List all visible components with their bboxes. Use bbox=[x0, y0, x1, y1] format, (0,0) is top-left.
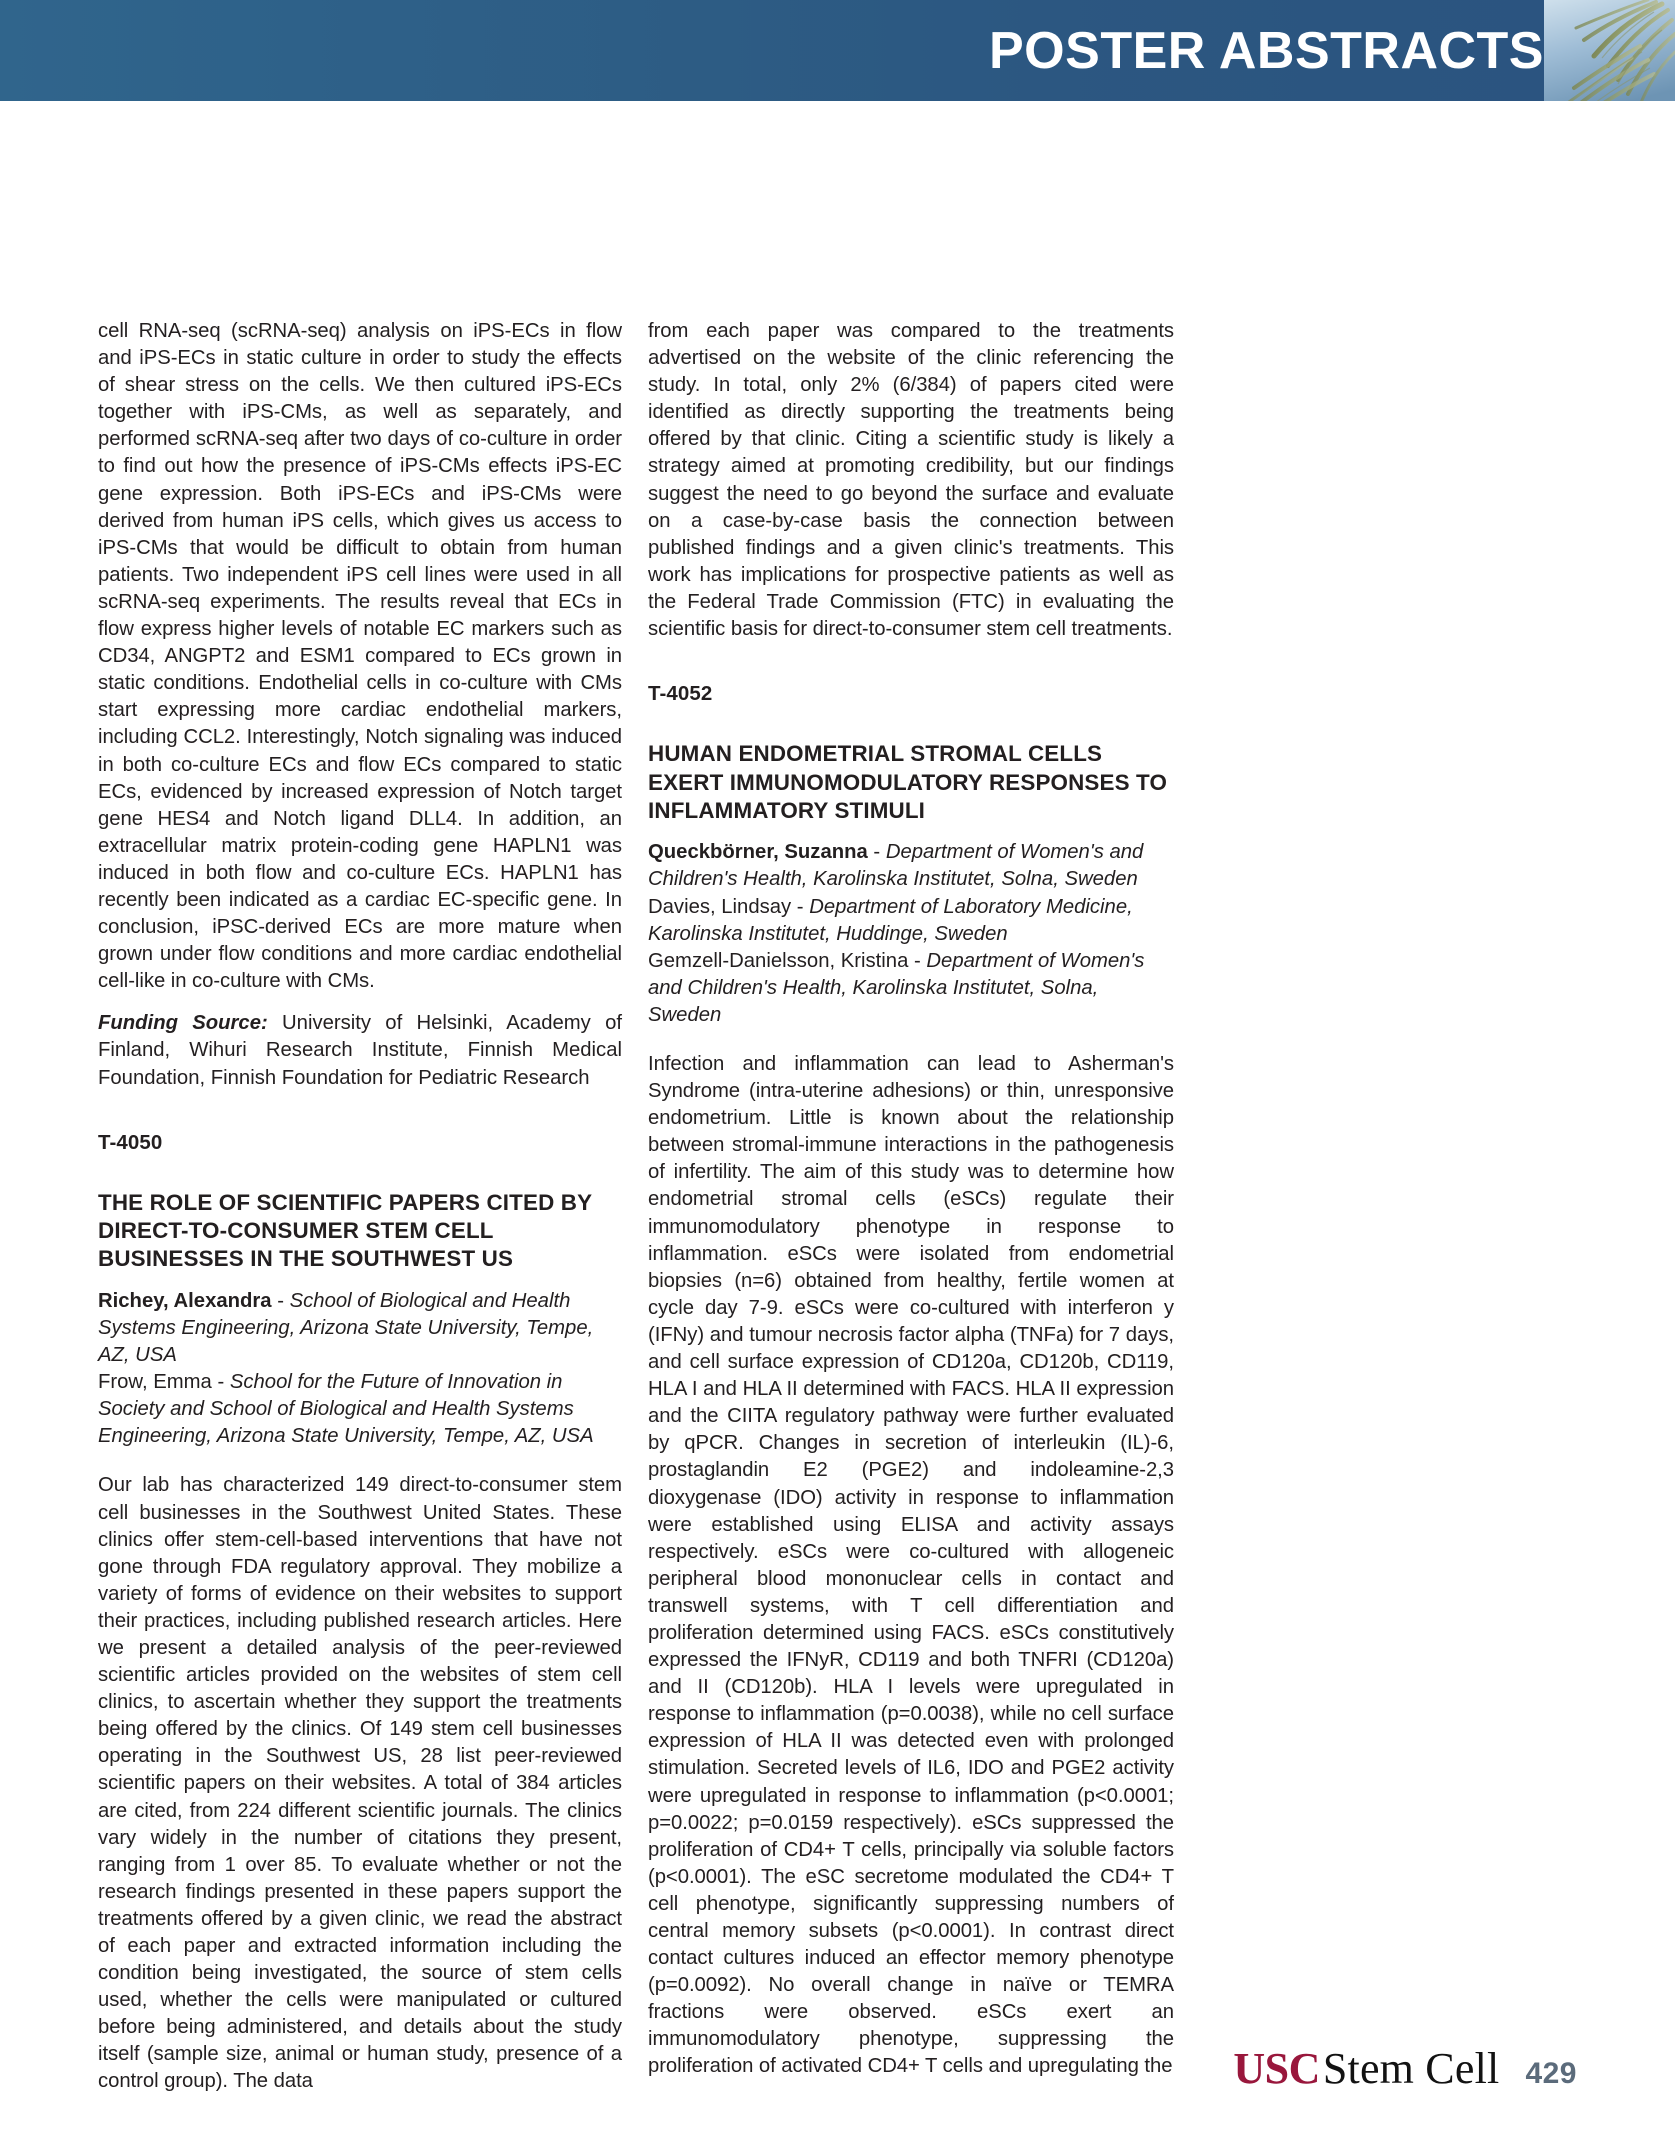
author-entry bbox=[98, 1369, 622, 1450]
author-separator: - bbox=[791, 895, 810, 918]
continued-paragraph-left: cell RNA-seq (scRNA-seq) analysis on iPS-ECs in flow and iPS-ECs in static culture in order to study the effects of shear stress on the cells. We then cultured iPS-ECs together with iPS-CMs, as well as separately, and performed scRNA-seq after two days of co-culture in order to find out how the presence of iPS-CMs effects iPS-EC gene expression. Both iPS-ECs and iPS-CMs were derived from human iPS cells, which gives us access to iPS-CMs that would be difficult to obtain from human patients. Two independent iPS cell lines were used in all scRNA-seq experiments. The results reveal that ECs in flow express higher levels of notable EC markers such as CD34, ANGPT2 and ESM1 compared to ECs grown in static conditions. Endothelial cells in co-culture with CMs start expressing more cardiac endothelial markers, including CCL2. Interestingly, Notch signaling was induced in both co-culture ECs and flow ECs compared to static ECs, evidenced by increased expression of Notch target gene HES4 and Notch ligand DLL4. In addition, an extracellular matrix protein-coding gene HAPLN1 was induced in both flow and co-culture ECs. HAPLN1 has recently been indicated as a cardiac EC-specific gene. In conclusion, iPSC-derived ECs are more mature when grown under flow conditions and more cardiac endothelial cell-like in co-culture with CMs. bbox=[98, 320, 622, 993]
author-affiliation: Department of Women's and Children's Health, Karolinska Institutet, Solna, Sweden bbox=[648, 841, 1144, 891]
abstract-body-t4052: Infection and inflammation can lead to Asherman's Syndrome (intra-uterine adhesions) or thin, unresponsive endometrium. Little is known about the relationship between stromal-immune interactions in the pathogenesis of infertility. The aim of this study was to determine how endometrial stromal cells (eSCs) regulate their immunomodulatory phenotype in response to inflammation. eSCs were isolated from endometrial biopsies (n=6) obtained from healthy, fertile women at cycle day 7-9. eSCs were co-cultured with interferon y (IFNy) and tumour necrosis factor alpha (TNFa) for 7 days, and cell surface expression of CD120a, CD120b, CD119, HLA I and HLA II determined with FACS. HLA II expression and the CIITA regulatory pathway were further evaluated by qPCR. Changes in secretion of interleukin (IL)-6, prostaglandin E2 (PGE2) and indoleamine-2,3 dioxygenase (IDO) activity in response to inflammation were established using ELISA and activity assays respectively. eSCs were co-cultured with allogeneic peripheral blood mononuclear cells in contact and transwell systems, with T cell differentiation and proliferation determined using FACS. eSCs constitutively expressed the IFNyR, CD119 and both TNFRI (CD120a) and II (CD120b). HLA I levels were upregulated in response to inflammation (p=0.0038), while no cell surface expression of HLA II was detected even with prolonged stimulation. Secreted levels of IL6, IDO and PGE2 activity were upregulated in response to inflammation (p<0.0001; p=0.0022; p=0.0159 respectively). eSCs suppressed the proliferation of CD4+ T cells, principally via soluble factors (p<0.0001). The eSC secretome modulated the CD4+ T cell phenotype, significantly suppressing numbers of central memory subsets (p<0.0001). In contrast direct contact cultures induced an effector memory phenotype (p=0.0092). No overall change in naïve or TEMRA fractions were observed. eSCs exert an immunomodulatory phenotype, suppressing the proliferation of activated CD4+ T cells and upregulating the bbox=[648, 1053, 1174, 2078]
author-affiliation: School for the Future of Innovation in Society and School of Biological and Health Systems Engineering, Arizona State University, Tempe, AZ, USA bbox=[98, 1371, 594, 1448]
right-column bbox=[648, 318, 1174, 2081]
funding-source-label: Funding Source: bbox=[98, 1012, 268, 1035]
author-name: Gemzell-Danielsson, Kristina bbox=[648, 949, 909, 972]
abstract-body-t4050: Our lab has characterized 149 direct-to-consumer stem cell businesses in the Southwest United States. These clinics offer stem-cell-based interventions that have not gone through FDA regulatory approval. They mobilize a variety of forms of evidence on their websites to support their practices, including published research articles. Here we present a detailed analysis of the peer-reviewed scientific articles provided on the websites of stem cell clinics, to ascertain whether they support the treatments being offered by the clinics. Of 149 stem cell businesses operating in the Southwest US, 28 list peer-reviewed scientific papers on their websites. A total of 384 articles are cited, from 224 different scientific journals. The clinics vary widely in the number of citations they present, ranging from 1 over 85. To evaluate whether or not the research findings presented in these papers support the treatments offered by a given clinic, we read the abstract of each paper and extracted information including the condition being investigated, the source of stem cells used, whether the cells were manipulated or cultured before being administered, and details about the study itself (sample size, animal or human study, presence of a control group). The data bbox=[98, 1474, 622, 2093]
abstract-title-t4050: THE ROLE OF SCIENTIFIC PAPERS CITED BY DIRECT-TO-CONSUMER STEM CELL BUSINESSES IN THE SOUTHWEST US bbox=[98, 1189, 592, 1272]
author-name: Frow, Emma bbox=[98, 1371, 212, 1394]
author-affiliation: Department of Women's and Children's Health, Karolinska Institutet, Solna, Sweden bbox=[648, 949, 1145, 1026]
abstract-title-t4052: HUMAN ENDOMETRIAL STROMAL CELLS EXERT IMMUNOMODULATORY RESPONSES TO INFLAMMATORY STIMULI bbox=[648, 741, 1168, 823]
funding-source-text: University of Helsinki, Academy of Finland, Wihuri Research Institute, Finnish Medical Foundation, Finnish Foundation for Pediatric Research bbox=[98, 1012, 622, 1089]
left-column bbox=[98, 318, 622, 2096]
abstract-id-t4050: T-4050 bbox=[98, 1130, 163, 1154]
continued-paragraph-right: from each paper was compared to the treatments advertised on the website of the clinic referencing the study. In total, only 2% (6/384) of papers cited were identified as directly supporting the treatments being offered by that clinic. Citing a scientific study is likely a strategy aimed at promoting credibility, but our findings suggest the need to go beyond the surface and evaluate on a case-by-case basis the connection between published findings and a given clinic's treatments. This work has implications for prospective patients as well as the Federal Trade Commission (FTC) in evaluating the scientific basis for direct-to-consumer stem cell treatments. bbox=[648, 320, 1174, 641]
page-footer bbox=[0, 2043, 1577, 2094]
author-separator: - bbox=[211, 1371, 230, 1394]
author-list-t4050 bbox=[98, 1288, 622, 1451]
abstract-id-t4052: T-4052 bbox=[648, 682, 713, 706]
funding-source-paragraph bbox=[98, 1010, 622, 1091]
author-separator: - bbox=[908, 949, 927, 972]
author-affiliation: Department of Laboratory Medicine, Karolinska Institutet, Huddinge, Sweden bbox=[648, 895, 1133, 945]
usc-logo-text: USC bbox=[1233, 2044, 1320, 2093]
author-name: Richey, Alexandra bbox=[98, 1289, 272, 1312]
page-number: 429 bbox=[1525, 2057, 1577, 2090]
author-affiliation: School of Biological and Health Systems Engineering, Arizona State University, Tempe, AZ, USA bbox=[98, 1289, 594, 1367]
palm-tree-photo bbox=[1544, 0, 1675, 101]
author-entry bbox=[648, 948, 1174, 1029]
palm-tree-icon bbox=[1544, 0, 1675, 101]
author-name: Queckbörner, Suzanna bbox=[648, 841, 868, 864]
author-separator: - bbox=[271, 1289, 290, 1312]
author-separator: - bbox=[867, 841, 886, 864]
author-list-t4052 bbox=[648, 839, 1174, 1029]
author-entry bbox=[648, 839, 1174, 893]
page-title: POSTER ABSTRACTS bbox=[989, 21, 1544, 80]
page-header-banner bbox=[0, 0, 1675, 101]
stem-cell-logo-text: Stem Cell bbox=[1322, 2044, 1500, 2093]
author-entry bbox=[648, 894, 1174, 948]
author-name: Davies, Lindsay bbox=[648, 895, 792, 918]
author-entry bbox=[98, 1288, 622, 1369]
